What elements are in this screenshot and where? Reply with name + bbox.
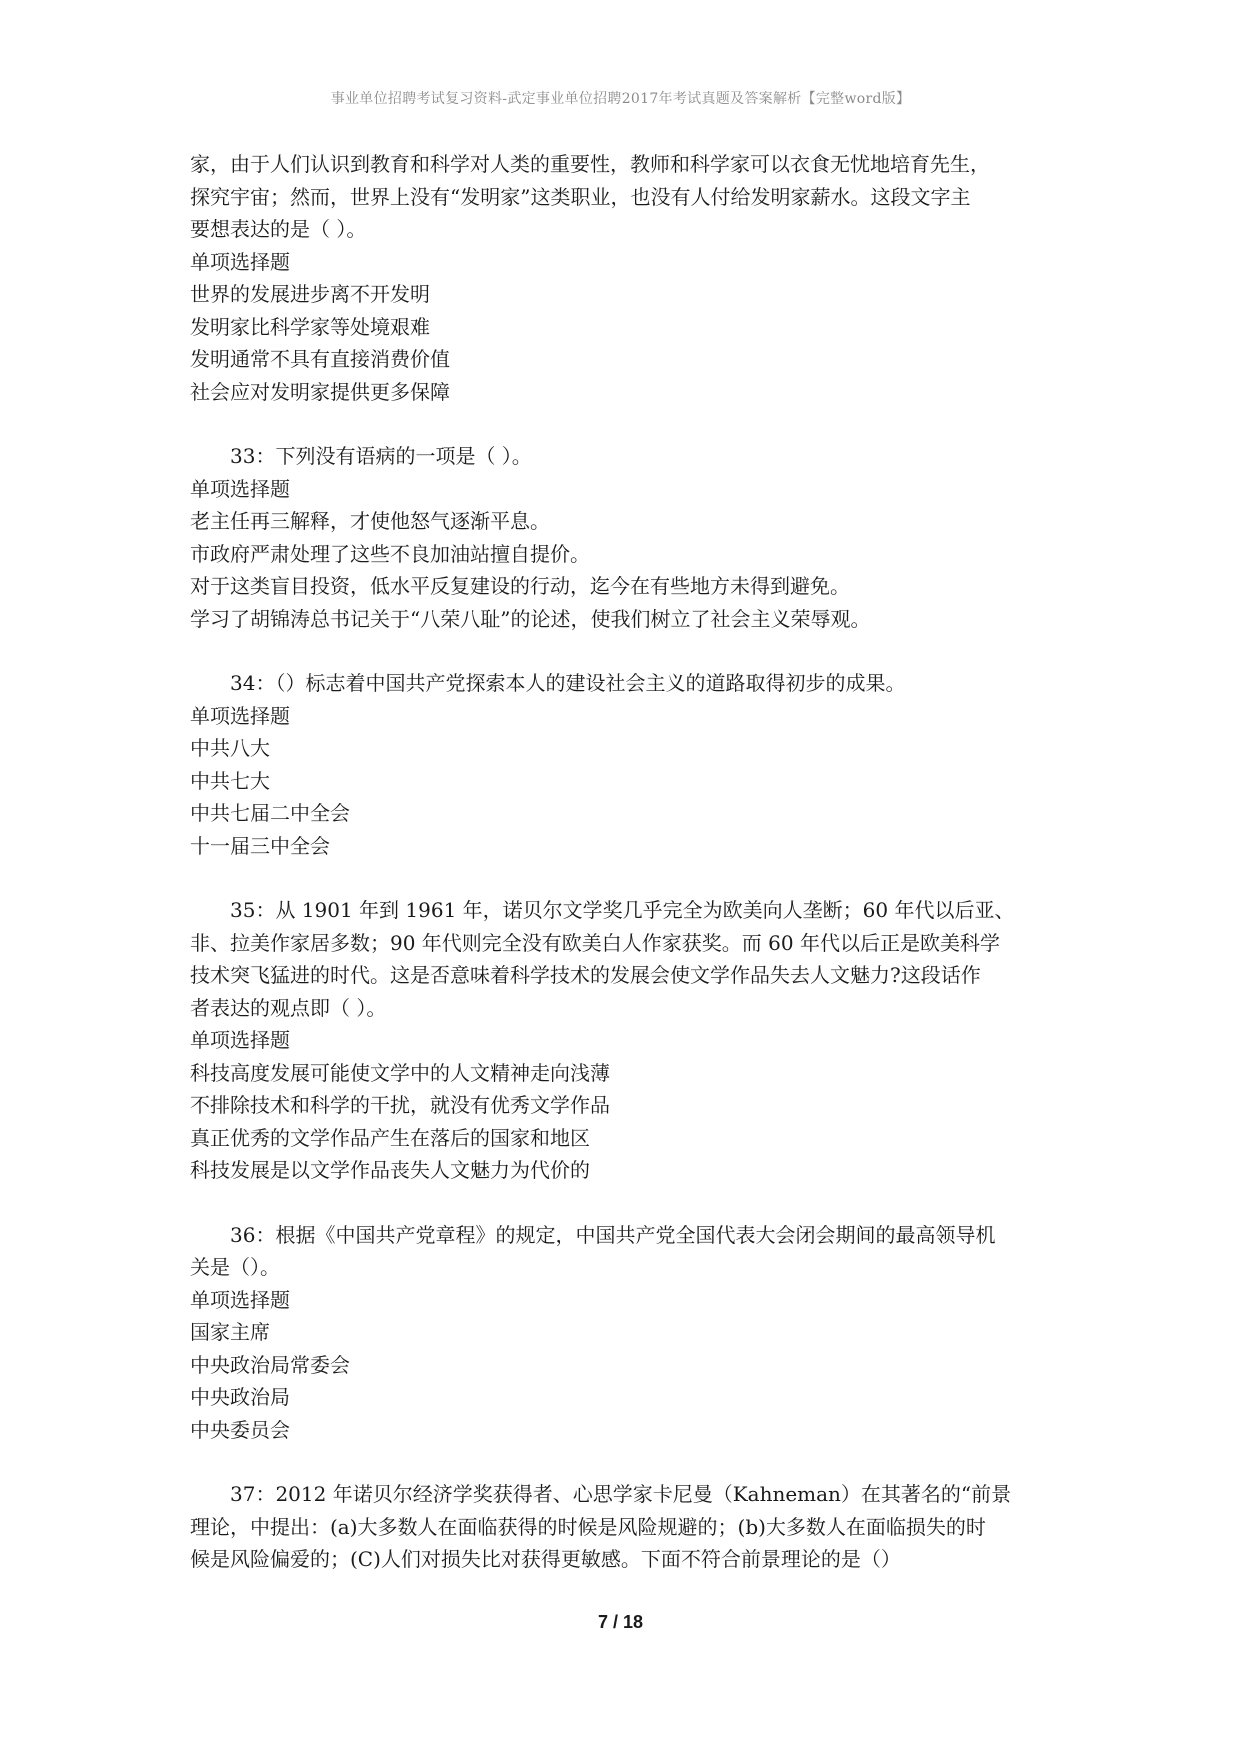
question-stem (190, 894, 1070, 1024)
option: 老主任再三解释，才使他怒气逐渐平息。 (190, 509, 550, 533)
question-stem (190, 148, 1070, 246)
stem-line: 33：下列没有语病的一项是（ ）。 (230, 444, 532, 468)
option: 中共七届二中全会 (190, 801, 350, 825)
question-37 (190, 1478, 1070, 1576)
option: 中共八大 (190, 736, 270, 760)
stem-line: 非、拉美作家居多数；90 年代则完全没有欧美白人作家获奖。而 60 年代以后正是欧美科学 (190, 930, 1000, 955)
option: 中央政治局 (190, 1385, 290, 1409)
option: 市政府严肃处理了这些不良加油站擅自提价。 (190, 541, 590, 566)
option: 对于这类盲目投资，低水平反复建设的行动，迄今在有些地方未得到避免。 (190, 574, 850, 598)
option: 社会应对发明家提供更多保障 (190, 379, 450, 404)
stem-line: 技术突飞猛进的时代。这是否意味着科学技术的发展会使文学作品失去人文魅力?这段话作 (190, 963, 981, 987)
page-number: 7 / 18 (597, 1612, 644, 1632)
stem-line: 家，由于人们认识到教育和科学对人类的重要性，教师和科学家可以衣食无忧地培育先生， (190, 152, 990, 176)
option: 不排除技术和科学的干扰，就没有优秀文学作品 (190, 1093, 610, 1117)
question-stem (190, 667, 1070, 700)
question-type: 单项选择题 (190, 703, 290, 728)
question-type: 单项选择题 (190, 249, 290, 274)
stem-line: 要想表达的是（ ）。 (190, 217, 367, 241)
option: 中央委员会 (190, 1417, 290, 1442)
stem-line: 35：从 1901 年到 1961 年，诺贝尔文学奖几乎完全为欧美向人垄断；60 年代以后亚、 (230, 898, 1015, 922)
stem-line: 候是风险偏爱的；(C)人们对损失比对获得更敏感。下面不符合前景理论的是（） (190, 1547, 901, 1571)
option: 发明通常不具有直接消费价值 (190, 347, 450, 371)
question-type: 单项选择题 (190, 476, 290, 501)
option: 真正优秀的文学作品产生在落后的国家和地区 (190, 1125, 590, 1150)
option: 科技发展是以文学作品丧失人文魅力为代价的 (190, 1158, 590, 1182)
stem-line: 理论，中提出：(a)大多数人在面临获得的时候是风险规避的；(b)大多数人在面临损失的时 (190, 1514, 986, 1539)
question-33 (190, 440, 1070, 635)
option: 科技高度发展可能使文学中的人文精神走向浅薄 (190, 1060, 610, 1085)
question-stem (190, 1219, 1070, 1284)
question-34 (190, 667, 1070, 862)
option: 中央政治局常委会 (190, 1352, 350, 1377)
stem-line: 34：（）标志着中国共产党探索本人的建设社会主义的道路取得初步的成果。 (230, 671, 906, 695)
stem-line: 36：根据《中国共产党章程》的规定，中国共产党全国代表大会闭会期间的最高领导机 (230, 1222, 996, 1247)
document-body (190, 148, 1070, 1576)
option: 十一届三中全会 (190, 833, 330, 858)
stem-line: 关是（）。 (190, 1255, 280, 1279)
option: 中共七大 (190, 768, 270, 793)
question-35 (190, 894, 1070, 1187)
option: 国家主席 (190, 1320, 270, 1344)
option: 发明家比科学家等处境艰难 (190, 314, 430, 339)
question-stem (190, 440, 1070, 473)
option: 世界的发展进步离不开发明 (190, 282, 430, 306)
page-header: 事业单位招聘考试复习资料-武定事业单位招聘2017年考试真题及答案解析【完整word版】 (330, 91, 911, 107)
question-type: 单项选择题 (190, 1287, 290, 1312)
stem-line: 探究宇宙；然而，世界上没有“发明家”这类职业，也没有人付给发明家薪水。这段文字主 (190, 184, 971, 209)
option: 学习了胡锦涛总书记关于“八荣八耻”的论述，使我们树立了社会主义荣辱观。 (190, 606, 871, 631)
stem-line: 37：2012 年诺贝尔经济学奖获得者、心思学家卡尼曼（Kahneman）在其著名的“前景 (230, 1482, 1012, 1506)
question-36 (190, 1219, 1070, 1447)
question-32 (190, 148, 1070, 408)
question-type: 单项选择题 (190, 1028, 290, 1052)
question-stem (190, 1478, 1070, 1576)
stem-line: 者表达的观点即（ ）。 (190, 995, 387, 1020)
